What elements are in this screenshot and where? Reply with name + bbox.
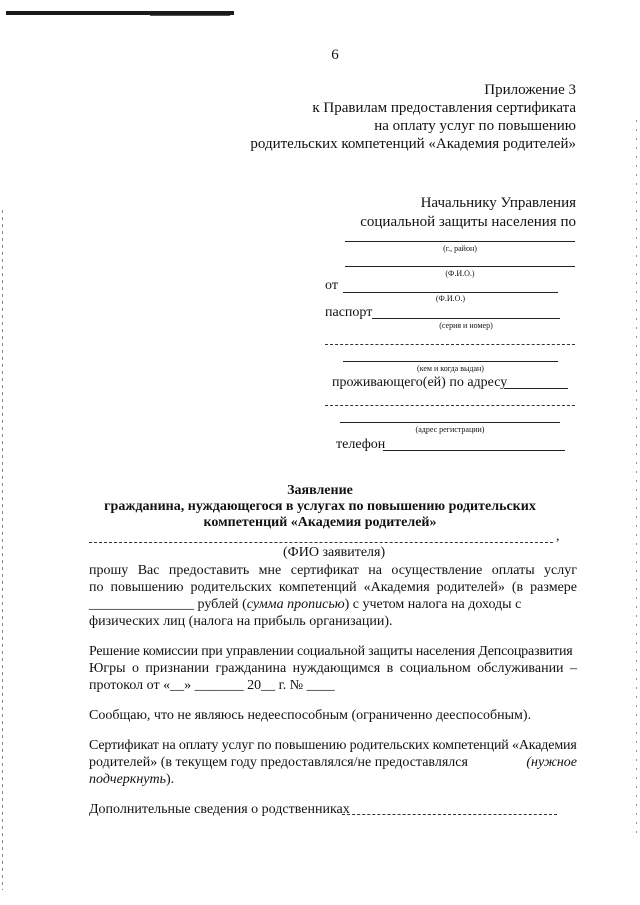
request-line-1: прошу Вас предоставить мне сертификат на осуществление оплаты услуг xyxy=(89,563,577,578)
address-field-line-3[interactable] xyxy=(340,422,560,423)
from-label: от xyxy=(325,278,338,293)
appendix-line-4: родительских компетенций «Академия родителей» xyxy=(250,136,576,152)
address-label: проживающего(ей) по адресу xyxy=(332,375,508,390)
passport-label: паспорт xyxy=(325,305,373,320)
passport-issued-caption: (кем и когда выдан) xyxy=(417,364,484,373)
applicant-fio-field-line[interactable] xyxy=(343,292,558,293)
passport-issued-line-1[interactable] xyxy=(325,344,575,345)
appendix-title: Приложение 3 xyxy=(484,82,576,98)
address-field-line-1[interactable] xyxy=(504,388,568,389)
applicant-name-caption: (ФИО заявителя) xyxy=(283,545,386,560)
city-caption: (г., район) xyxy=(443,244,477,253)
passport-field-line[interactable] xyxy=(372,318,560,319)
head-fio-field-line[interactable] xyxy=(345,266,575,267)
city-field-line[interactable] xyxy=(345,241,575,242)
request-line-3: _______________ рублей (сумма прописью) с учетом налога на доходы с xyxy=(89,597,522,612)
certificate-line-1: Сертификат на оплату услуг по повышению родительских компетенций «Академия xyxy=(89,738,577,753)
amount-in-words-hint: сумма прописью xyxy=(246,597,345,612)
scan-edge-left xyxy=(2,210,3,890)
address-field-line-2[interactable] xyxy=(325,405,575,406)
scan-edge-right xyxy=(636,120,637,840)
applicant-name-comma: , xyxy=(556,529,560,544)
request-line-2: по повышению родительских компетенций «Академия родителей» (в размере xyxy=(89,580,577,595)
addressee-line-2: социальной защиты населения по xyxy=(360,214,576,230)
head-fio-caption: (Ф.И.О.) xyxy=(445,269,475,278)
certificate-line-3: подчеркнуть). xyxy=(89,772,175,787)
address-caption: (адрес регистрации) xyxy=(415,425,485,434)
statement-subtitle-1: гражданина, нуждающегося в услугах по повышению родительских xyxy=(104,499,536,514)
passport-issued-line-2[interactable] xyxy=(343,361,558,362)
relatives-field-line[interactable] xyxy=(342,814,557,815)
relatives-label: Дополнительные сведения о родственниках xyxy=(89,802,350,817)
amount-blank[interactable]: _______________ xyxy=(89,597,194,612)
phone-field-line[interactable] xyxy=(383,450,565,451)
appendix-line-2: к Правилам предоставления сертификата xyxy=(312,100,576,116)
applicant-name-field-line[interactable] xyxy=(89,542,553,543)
scan-artifact-line xyxy=(150,15,230,16)
certificate-hint-1: (нужное xyxy=(526,755,577,770)
request-line-4: физических лиц (налога на прибыль организации). xyxy=(89,614,393,629)
applicant-fio-caption: (Ф.И.О.) xyxy=(435,294,466,303)
statement-title: Заявление xyxy=(287,483,353,498)
certificate-provided-choice[interactable]: родителей» (в текущем году предоставлялся/не предоставлялся xyxy=(89,755,468,770)
decision-line-1: Решение комиссии при управлении социальной защиты населения Депсоцразвития xyxy=(89,644,573,659)
certificate-hint-2: подчеркнуть xyxy=(89,772,166,787)
page-number: 6 xyxy=(331,47,339,63)
statement-subtitle-2: компетенций «Академия родителей» xyxy=(203,515,437,530)
phone-label: телефон xyxy=(336,437,386,452)
certificate-line-2 xyxy=(89,754,577,771)
decision-line-2: Югры о признании гражданина нуждающимся в социальном обслуживании – xyxy=(89,661,577,676)
capacity-statement: Сообщаю, что не являюсь недееспособным (ограниченно дееспособным). xyxy=(89,708,532,723)
appendix-line-3: на оплату услуг по повышению xyxy=(374,118,576,134)
addressee-line-1: Начальнику Управления xyxy=(420,195,576,211)
decision-protocol-line[interactable]: протокол от «__» _______ 20__ г. № ____ xyxy=(89,678,335,693)
passport-series-caption: (серия и номер) xyxy=(439,321,493,330)
